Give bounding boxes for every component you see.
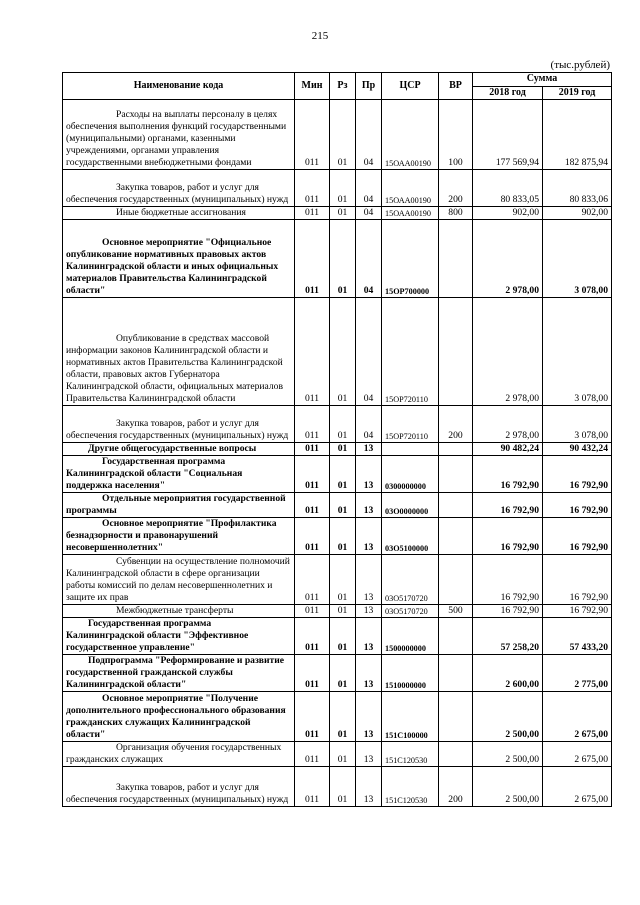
row-pr: 13 xyxy=(356,691,382,741)
row-name: Иные бюджетные ассигнования xyxy=(63,207,295,220)
row-sum-2019: 2 675,00 xyxy=(543,691,612,741)
row-min: 011 xyxy=(295,554,330,604)
row-vr xyxy=(439,297,473,405)
row-rz: 01 xyxy=(330,442,356,455)
row-sum-2019: 57 433,20 xyxy=(543,617,612,654)
row-csr: 151С120530 xyxy=(382,741,439,766)
row-rz: 01 xyxy=(330,207,356,220)
row-min: 011 xyxy=(295,455,330,492)
row-name: Государственная программа Калининградской области "Социальная поддержка населения" xyxy=(63,455,295,492)
row-csr: 15ОАА00190 xyxy=(382,170,439,207)
row-rz: 01 xyxy=(330,654,356,691)
row-vr xyxy=(439,741,473,766)
table-row xyxy=(63,207,612,220)
row-sum-2018: 16 792,90 xyxy=(473,492,543,517)
row-rz: 01 xyxy=(330,554,356,604)
row-pr: 13 xyxy=(356,517,382,554)
row-pr: 13 xyxy=(356,766,382,806)
row-min: 011 xyxy=(295,219,330,297)
row-csr: 03О5170720 xyxy=(382,604,439,617)
header-name: Наименование кода xyxy=(63,73,295,100)
table-row xyxy=(63,455,612,492)
table-row xyxy=(63,492,612,517)
row-name: Опубликование в средствах массовой информации законов Калининградской области и нормативных актов Правительства Калининградской области, правовых актов Губернатора Калининградской области, официальных материалов Правительства Калининградской области xyxy=(63,297,295,405)
row-vr: 200 xyxy=(439,405,473,442)
row-sum-2018: 16 792,90 xyxy=(473,604,543,617)
row-min: 011 xyxy=(295,297,330,405)
row-name: Государственная программа Калининградской области "Эффективное государственное управление" xyxy=(63,617,295,654)
row-vr xyxy=(439,691,473,741)
row-csr: 15ОР720110 xyxy=(382,405,439,442)
row-min: 011 xyxy=(295,442,330,455)
header-sum: Сумма xyxy=(473,73,612,87)
row-csr: 0300000000 xyxy=(382,455,439,492)
row-min: 011 xyxy=(295,741,330,766)
row-rz: 01 xyxy=(330,517,356,554)
row-csr: 1510000000 xyxy=(382,654,439,691)
row-csr: 15ОАА00190 xyxy=(382,100,439,170)
row-rz: 01 xyxy=(330,100,356,170)
row-vr xyxy=(439,455,473,492)
row-sum-2018: 16 792,90 xyxy=(473,455,543,492)
table-body xyxy=(63,100,612,807)
row-name: Организация обучения государственных гражданских служащих xyxy=(63,741,295,766)
row-min: 011 xyxy=(295,654,330,691)
row-min: 011 xyxy=(295,100,330,170)
row-vr xyxy=(439,617,473,654)
row-rz: 01 xyxy=(330,219,356,297)
row-csr: 151С100000 xyxy=(382,691,439,741)
table-row xyxy=(63,405,612,442)
row-rz: 01 xyxy=(330,170,356,207)
row-sum-2018: 2 500,00 xyxy=(473,691,543,741)
row-min: 011 xyxy=(295,207,330,220)
page-number: 215 xyxy=(311,30,329,42)
row-vr: 100 xyxy=(439,100,473,170)
row-vr xyxy=(439,219,473,297)
row-rz: 01 xyxy=(330,405,356,442)
header-2018: 2018 год xyxy=(473,86,543,100)
row-name: Закупка товаров, работ и услуг для обеспечения государственных (муниципальных) нужд xyxy=(63,405,295,442)
row-sum-2019: 2 675,00 xyxy=(543,741,612,766)
row-min: 011 xyxy=(295,492,330,517)
row-sum-2019: 182 875,94 xyxy=(543,100,612,170)
row-pr: 13 xyxy=(356,492,382,517)
row-min: 011 xyxy=(295,517,330,554)
row-pr: 13 xyxy=(356,617,382,654)
row-csr: 1500000000 xyxy=(382,617,439,654)
row-sum-2019: 16 792,90 xyxy=(543,554,612,604)
row-min: 011 xyxy=(295,766,330,806)
row-name: Расходы на выплаты персоналу в целях обеспечения выполнения функций государственными (муниципальными) органами, казенными учреждениями, органами управления государственными внебюджетными фондами xyxy=(63,100,295,170)
row-sum-2019: 3 078,00 xyxy=(543,297,612,405)
row-vr xyxy=(439,492,473,517)
row-pr: 04 xyxy=(356,297,382,405)
row-pr: 04 xyxy=(356,170,382,207)
table-row xyxy=(63,297,612,405)
table-row xyxy=(63,219,612,297)
row-vr xyxy=(439,442,473,455)
budget-table xyxy=(62,72,612,807)
row-sum-2018: 902,00 xyxy=(473,207,543,220)
row-vr xyxy=(439,517,473,554)
table-row xyxy=(63,100,612,170)
row-vr: 800 xyxy=(439,207,473,220)
row-rz: 01 xyxy=(330,492,356,517)
table-row xyxy=(63,517,612,554)
header-csr: ЦСР xyxy=(382,73,439,100)
row-pr: 04 xyxy=(356,219,382,297)
row-pr: 04 xyxy=(356,207,382,220)
row-pr: 04 xyxy=(356,405,382,442)
row-vr: 500 xyxy=(439,604,473,617)
table-row xyxy=(63,741,612,766)
row-pr: 04 xyxy=(356,100,382,170)
table-row xyxy=(63,654,612,691)
row-pr: 13 xyxy=(356,741,382,766)
row-sum-2018: 2 600,00 xyxy=(473,654,543,691)
row-sum-2018: 90 482,24 xyxy=(473,442,543,455)
table-row xyxy=(63,554,612,604)
header-min: Мин xyxy=(295,73,330,100)
row-sum-2019: 16 792,90 xyxy=(543,492,612,517)
row-min: 011 xyxy=(295,691,330,741)
row-sum-2019: 16 792,90 xyxy=(543,604,612,617)
row-rz: 01 xyxy=(330,617,356,654)
row-sum-2018: 57 258,20 xyxy=(473,617,543,654)
row-sum-2018: 2 978,00 xyxy=(473,219,543,297)
row-sum-2019: 3 078,00 xyxy=(543,219,612,297)
row-vr: 200 xyxy=(439,170,473,207)
row-sum-2018: 177 569,94 xyxy=(473,100,543,170)
row-sum-2018: 16 792,90 xyxy=(473,554,543,604)
row-name: Межбюджетные трансферты xyxy=(63,604,295,617)
row-csr: 03О5100000 xyxy=(382,517,439,554)
row-csr: 15ОР720110 xyxy=(382,297,439,405)
row-csr: 15ОР700000 xyxy=(382,219,439,297)
units-label: (тыс.рублей) xyxy=(550,59,610,71)
row-csr: 15ОАА00190 xyxy=(382,207,439,220)
row-name: Другие общегосударственные вопросы xyxy=(63,442,295,455)
table-row xyxy=(63,766,612,806)
row-name: Субвенции на осуществление полномочий Калининградской области в сфере организации работы комиссий по делам несовершеннолетних и защите их прав xyxy=(63,554,295,604)
row-vr xyxy=(439,554,473,604)
row-pr: 13 xyxy=(356,442,382,455)
header-rz: Рз xyxy=(330,73,356,100)
row-vr: 200 xyxy=(439,766,473,806)
row-rz: 01 xyxy=(330,691,356,741)
row-name: Основное мероприятие "Профилактика безнадзорности и правонарушений несовершеннолетних" xyxy=(63,517,295,554)
table-row xyxy=(63,604,612,617)
header-2019: 2019 год xyxy=(543,86,612,100)
row-rz: 01 xyxy=(330,766,356,806)
row-rz: 01 xyxy=(330,297,356,405)
row-sum-2019: 90 432,24 xyxy=(543,442,612,455)
row-pr: 13 xyxy=(356,604,382,617)
header-vr: ВР xyxy=(439,73,473,100)
row-min: 011 xyxy=(295,604,330,617)
row-name: Отдельные мероприятия государственной программы xyxy=(63,492,295,517)
row-sum-2019: 3 078,00 xyxy=(543,405,612,442)
row-sum-2019: 80 833,06 xyxy=(543,170,612,207)
row-rz: 01 xyxy=(330,741,356,766)
row-sum-2018: 16 792,90 xyxy=(473,517,543,554)
row-name: Основное мероприятие "Официальное опубликование нормативных правовых актов Калининградской области и иных официальных материалов Правительства Калининградской области" xyxy=(63,219,295,297)
row-sum-2018: 2 978,00 xyxy=(473,297,543,405)
row-sum-2019: 2 675,00 xyxy=(543,766,612,806)
row-sum-2019: 902,00 xyxy=(543,207,612,220)
row-rz: 01 xyxy=(330,455,356,492)
table-row xyxy=(63,617,612,654)
row-sum-2019: 16 792,90 xyxy=(543,455,612,492)
header-pr: Пр xyxy=(356,73,382,100)
row-pr: 13 xyxy=(356,554,382,604)
row-rz: 01 xyxy=(330,604,356,617)
row-name: Закупка товаров, работ и услуг для обеспечения государственных (муниципальных) нужд xyxy=(63,766,295,806)
row-sum-2019: 16 792,90 xyxy=(543,517,612,554)
row-min: 011 xyxy=(295,405,330,442)
row-sum-2019: 2 775,00 xyxy=(543,654,612,691)
row-pr: 13 xyxy=(356,455,382,492)
row-sum-2018: 2 500,00 xyxy=(473,741,543,766)
row-name: Закупка товаров, работ и услуг для обеспечения государственных (муниципальных) нужд xyxy=(63,170,295,207)
row-min: 011 xyxy=(295,170,330,207)
row-min: 011 xyxy=(295,617,330,654)
table-row xyxy=(63,442,612,455)
row-pr: 13 xyxy=(356,654,382,691)
row-sum-2018: 80 833,05 xyxy=(473,170,543,207)
row-csr: 03О5170720 xyxy=(382,554,439,604)
row-name: Подпрограмма "Реформирование и развитие государственной гражданской службы Калининградской области" xyxy=(63,654,295,691)
table-row xyxy=(63,170,612,207)
table-row xyxy=(63,691,612,741)
row-name: Основное мероприятие "Получение дополнительного профессионального образования гражданских служащих Калининградской области" xyxy=(63,691,295,741)
row-csr xyxy=(382,442,439,455)
row-csr: 151С120530 xyxy=(382,766,439,806)
row-vr xyxy=(439,654,473,691)
row-sum-2018: 2 500,00 xyxy=(473,766,543,806)
row-sum-2018: 2 978,00 xyxy=(473,405,543,442)
row-csr: 03О0000000 xyxy=(382,492,439,517)
